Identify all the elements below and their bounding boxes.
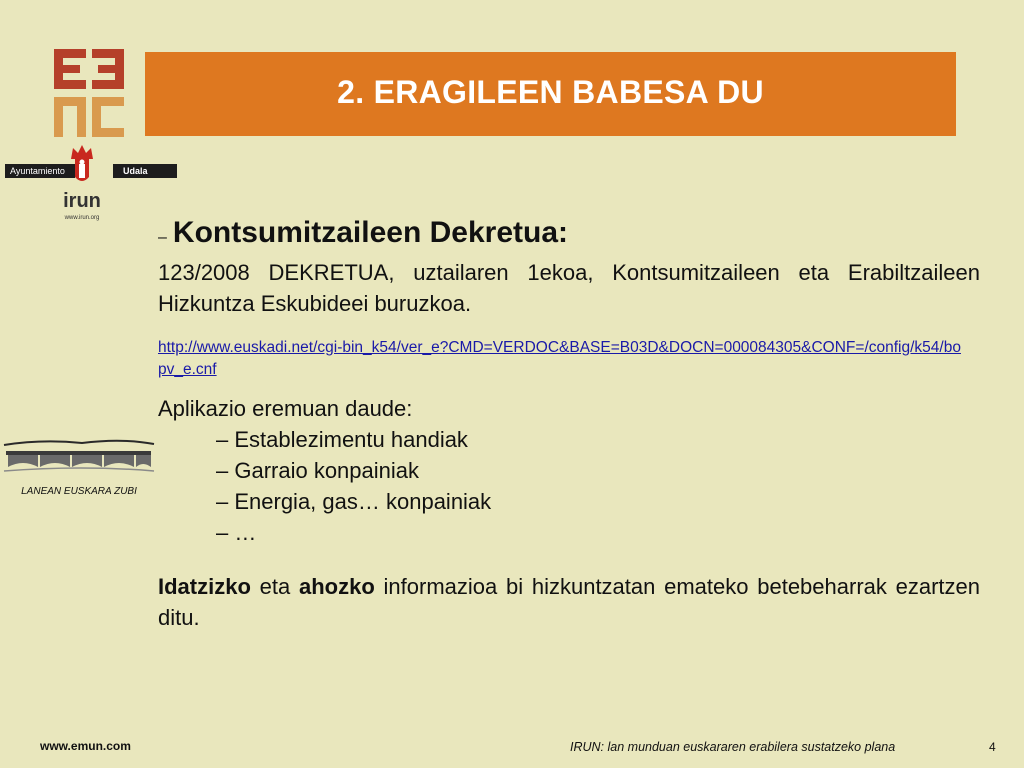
list-item: – Energia, gas… konpainiak: [216, 489, 492, 514]
irun-name: irun: [63, 190, 101, 212]
list-item: – Garraio konpainiak: [216, 458, 420, 483]
list-item: – Establezimentu handiak: [216, 427, 468, 452]
final-text-1: eta: [250, 574, 299, 599]
list-item: – …: [216, 520, 257, 545]
final-bold-oral: ahozko: [298, 574, 375, 599]
decree-link[interactable]: http://www.euskadi.net/cgi-bin_k54/ver_e?CMD=VERDOC&BASE=B03D&DOCN=000084305&CONF=/config/k54/bopv_e.cnf: [158, 339, 961, 378]
title-bar: [145, 52, 956, 136]
irun-emblem-icon: [5, 143, 177, 223]
final-bold-written: Idatzizko: [158, 574, 251, 599]
section-heading: [158, 214, 980, 257]
emun-logo: [54, 49, 124, 137]
lanean-euskara-zubi-logo: [2, 435, 157, 500]
heading-dash: –: [158, 229, 167, 246]
irun-right-label: Udala: [123, 166, 148, 176]
bridge-caption: LANEAN EUSKARA ZUBI: [21, 486, 137, 497]
page-title: 2. ERAGILEEN BABESA DU: [337, 74, 764, 110]
final-text-2: informazioa bi hizkuntzatan emateko betebeharrak ezartzen ditu.: [158, 574, 980, 630]
page-number: 4: [989, 740, 996, 754]
footer-tagline: IRUN: lan munduan euskararen erabilera sustatzeko plana: [570, 740, 896, 754]
apply-label: Aplikazio eremuan daude:: [158, 396, 413, 421]
decree-paragraph: 123/2008 DEKRETUA, uztailaren 1ekoa, Kontsumitzaileen eta Erabiltzaileen Hizkuntza Eskubideei buruzkoa.: [158, 260, 980, 316]
final-paragraph: [158, 571, 980, 633]
main-content: [158, 214, 980, 633]
footer-website: www.emun.com: [40, 739, 131, 753]
heading-text: Kontsumitzaileen Dekretua:: [172, 216, 568, 249]
irun-url: www.irun.org: [64, 215, 100, 221]
irun-left-label: Ayuntamiento: [10, 166, 65, 176]
bridge-icon: [2, 435, 157, 500]
irun-logo: [5, 143, 177, 223]
